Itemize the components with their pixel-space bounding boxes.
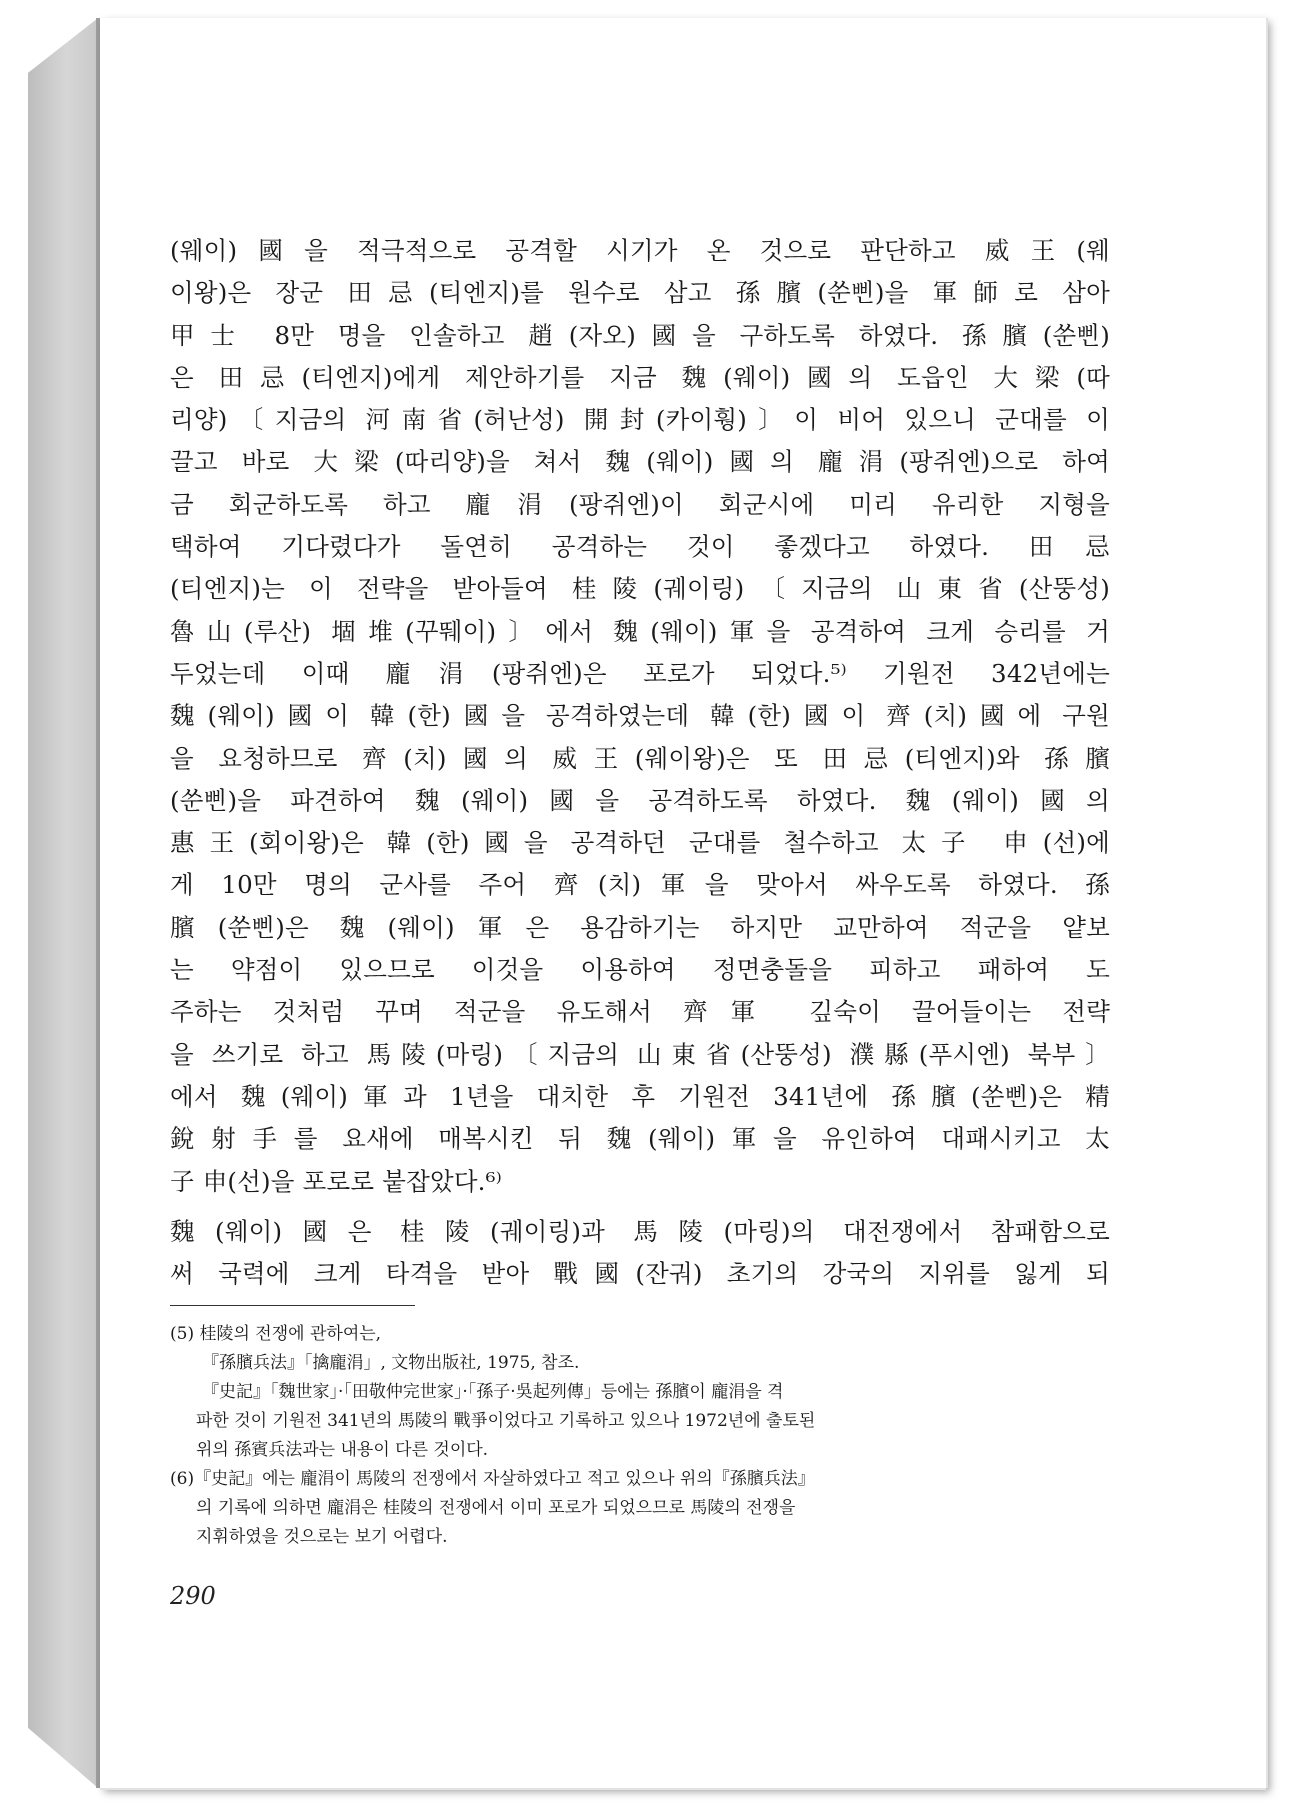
footnote-line: (6)『史記』에는 龐涓이 馬陵의 전쟁에서 자살하였다고 적고 있으나 위의『孫臏兵法』 bbox=[170, 1469, 815, 1489]
body-line: 게 10만 명의 군사를 주어 齊(치)軍을 맞아서 싸우도록 하였다. 孫 bbox=[170, 870, 1110, 900]
body-line: 甲士 8만 명을 인솔하고 趙(자오)國을 구하도록 하였다. 孫臏(쑨삔) bbox=[170, 320, 1110, 350]
body-line: (쑨삔)을 파견하여 魏(웨이)國을 공격하도록 하였다. 魏(웨이)國의 bbox=[170, 785, 1110, 815]
body-line: 은 田忌(티엔지)에게 제안하기를 지금 魏(웨이)國의 도읍인 大梁(따 bbox=[170, 362, 1110, 392]
body-line: 택하여 기다렸다가 돌연히 공격하는 것이 좋겠다고 하였다. 田忌 bbox=[170, 532, 1110, 562]
book-spine bbox=[28, 18, 98, 1788]
footnote-divider bbox=[170, 1305, 415, 1306]
footnote-line: 지휘하였을 것으로는 보기 어렵다. bbox=[196, 1527, 448, 1547]
body-text bbox=[170, 230, 1110, 1295]
body-line: (웨이)國을 적극적으로 공격할 시기가 온 것으로 판단하고 威王(웨 bbox=[170, 236, 1110, 265]
body-line: (티엔지)는 이 전략을 받아들여 桂陵(궤이링)〔지금의 山東省(산뚱성) bbox=[170, 574, 1110, 604]
body-line: 두었는데 이때 龐涓(팡쥐엔)은 포로가 되었다.⁵⁾ 기원전 342년에는 bbox=[170, 658, 1110, 688]
body-line: 魯山(루산) 堌堆(꾸뛔이)〕에서 魏(웨이)軍을 공격하여 크게 승리를 거 bbox=[170, 616, 1110, 646]
body-line: 에서 魏(웨이)軍과 1년을 대치한 후 기원전 341년에 孫臏(쑨삔)은 精 bbox=[170, 1081, 1110, 1111]
footnote-line: 파한 것이 기원전 341년의 馬陵의 戰爭이었다고 기록하고 있으나 1972년에 출토된 bbox=[196, 1411, 816, 1431]
footnote-line: 『史記』「魏世家」·「田敬仲完世家」·「孫子·吳起列傳」등에는 孫臏이 龐涓을 격 bbox=[202, 1382, 784, 1402]
footnotes bbox=[170, 1320, 1110, 1552]
body-line: 주하는 것처럼 꾸며 적군을 유도해서 齊軍 깊숙이 끌어들이는 전략 bbox=[170, 997, 1110, 1027]
body-line: 魏(웨이)國이 韓(한)國을 공격하였는데 韓(한)國이 齊(치)國에 구원 bbox=[170, 701, 1110, 731]
footnote-line: (5) 桂陵의 전쟁에 관하여는, bbox=[170, 1324, 382, 1344]
body-line: 惠王(회이왕)은 韓(한)國을 공격하던 군대를 철수하고 太子 申(선)에 bbox=[170, 828, 1110, 858]
body-line: 을 쓰기로 하고 馬陵(마링)〔지금의 山東省(산뚱성) 濮縣(푸시엔) 북부〕 bbox=[170, 1039, 1110, 1069]
body-line: 써 국력에 크게 타격을 받아 戰國(잔궈) 초기의 강국의 지위를 잃게 되 bbox=[170, 1259, 1110, 1289]
body-line: 을 요청하므로 齊(치)國의 威王(웨이왕)은 또 田忌(티엔지)와 孫臏 bbox=[170, 743, 1110, 773]
body-line: 금 회군하도록 하고 龐涓(팡쥐엔)이 회군시에 미리 유리한 지형을 bbox=[170, 489, 1110, 519]
footnote-line: 『孫臏兵法』「擒龐涓」, 文物出版社, 1975, 참조. bbox=[202, 1353, 580, 1373]
body-line: 이왕)은 장군 田忌(티엔지)를 원수로 삼고 孫臏(쑨삔)을 軍師로 삼아 bbox=[170, 278, 1110, 308]
body-line: 臏(쑨삔)은 魏(웨이)軍은 용감하기는 하지만 교만하여 적군을 얕보 bbox=[170, 912, 1110, 942]
body-line: 銳射手를 요새에 매복시킨 뒤 魏(웨이)軍을 유인하여 대패시키고 太 bbox=[170, 1124, 1110, 1154]
body-line: 는 약점이 있으므로 이것을 이용하여 정면충돌을 피하고 패하여 도 bbox=[170, 955, 1110, 985]
body-line: 끌고 바로 大梁(따리양)을 쳐서 魏(웨이)國의 龐涓(팡쥐엔)으로 하여 bbox=[170, 447, 1110, 477]
footnote-line: 의 기록에 의하면 龐涓은 桂陵의 전쟁에서 이미 포로가 되었으므로 馬陵의 전쟁을 bbox=[196, 1498, 796, 1518]
body-line: 리양)〔지금의 河南省(허난성) 開封(카이훵)〕이 비어 있으니 군대를 이 bbox=[170, 405, 1110, 435]
body-line: 子 申(선)을 포로로 붙잡았다.⁶⁾ bbox=[170, 1166, 502, 1196]
footnote-line: 위의 孫賓兵法과는 내용이 다른 것이다. bbox=[196, 1440, 489, 1460]
body-line: 魏(웨이)國은 桂陵(궤이링)과 馬陵(마링)의 대전쟁에서 참패함으로 bbox=[170, 1216, 1110, 1246]
page-number: 290 bbox=[170, 1582, 216, 1610]
